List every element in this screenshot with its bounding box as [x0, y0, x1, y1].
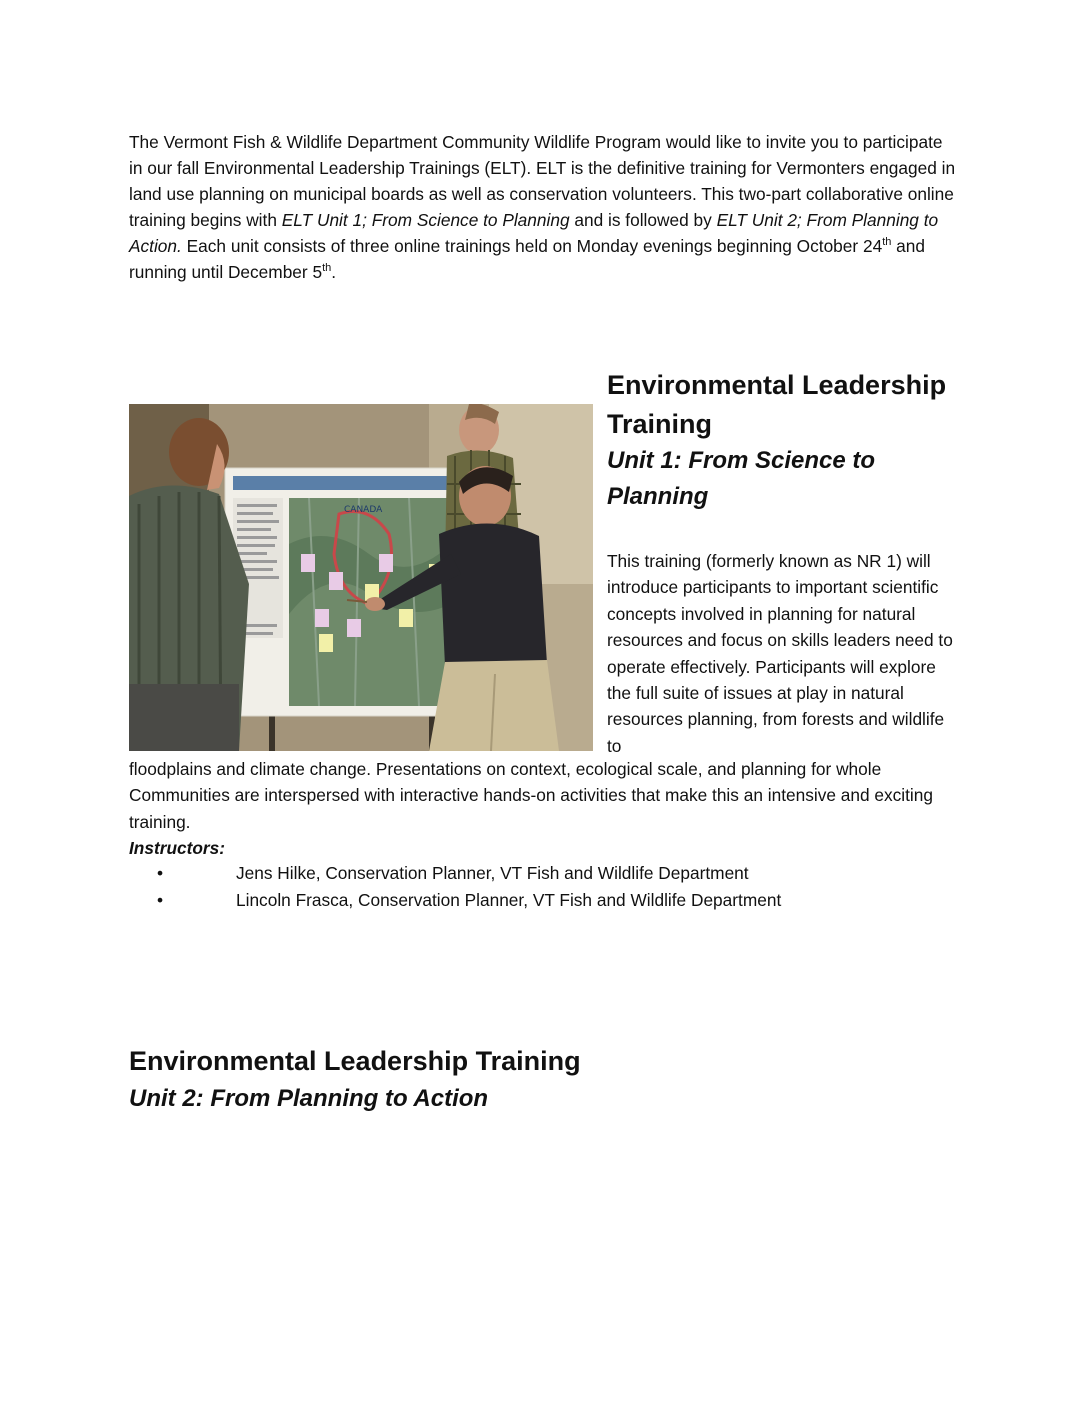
instructor-name: Lincoln Frasca, Conservation Planner, VT Fish and Wildlife Department — [236, 890, 782, 910]
list-item — [129, 887, 959, 914]
intro-paragraph: The Vermont Fish & Wildlife Department Community Wildlife Program would like to invite you to participate in our fall Environmental Leadership Trainings (ELT). ELT is the definitive training for Vermonters engaged in land use planning on municipal boards as well as conservation volunteers. This two-part collaborative online training begins with ELT Unit 1; From Science to Planning and is followed by ELT Unit 2; From Planning to Action. Each unit consists of three online trainings held on Monday evenings beginning October 24th and running until December 5th. — [129, 132, 956, 282]
bullet-icon: • — [157, 890, 164, 910]
instructors-label: Instructors: — [129, 838, 226, 858]
unit2-subtitle: Unit 2: From Planning to Action — [129, 1085, 489, 1112]
list-item — [129, 860, 959, 887]
poster-label: CANADA — [344, 505, 383, 515]
bullet-icon: • — [157, 863, 164, 883]
unit1-description-continued: floodplains and climate change. Presentations on context, ecological scale, and planning for whole Communities are interspersed with interactive hands-on activities that make this an intensive and exciting training. — [129, 759, 933, 832]
unit1-subtitle: Unit 1: From Science to Planning — [607, 447, 876, 510]
unit1-reference: ELT Unit 1; From Science to Planning — [281, 210, 570, 230]
unit1-description: This training (formerly known as NR 1) will introduce participants to important scientific concepts involved in planning for natural resources and focus on skills leaders need to operate effectively. Participants will explore the full suite of issues at play in natural resources planning, from forests and wildlife to — [607, 551, 953, 756]
instructor-name: Jens Hilke, Conservation Planner, VT Fish and Wildlife Department — [236, 863, 749, 883]
unit2-reference: ELT Unit 2; From Planning to Action. — [129, 210, 939, 256]
instructors-list — [129, 860, 959, 914]
training-photo — [129, 404, 593, 751]
unit1-title: Environmental Leadership Training — [607, 370, 947, 439]
unit2-title: Environmental Leadership Training — [129, 1046, 581, 1076]
